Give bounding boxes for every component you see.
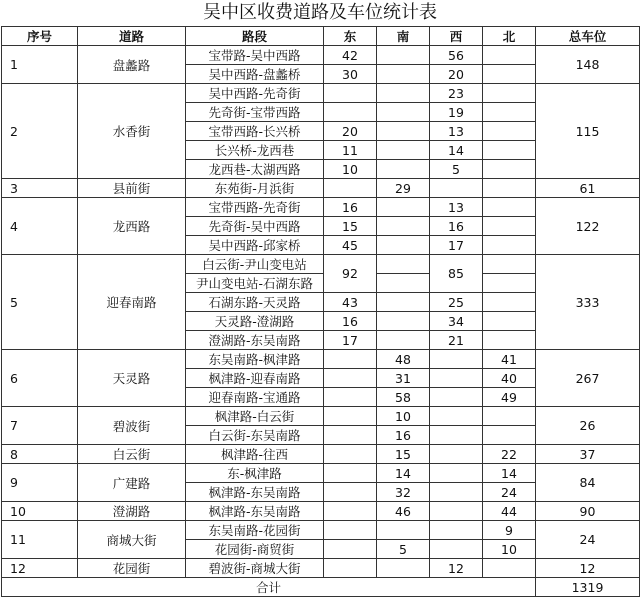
north-count xyxy=(483,312,536,331)
road-name: 商城大街 xyxy=(78,521,186,559)
south-count xyxy=(377,103,430,122)
total-count: 90 xyxy=(536,502,640,521)
row-number: 5 xyxy=(2,255,78,350)
north-count xyxy=(483,122,536,141)
east-count xyxy=(324,426,377,445)
east-count: 10 xyxy=(324,160,377,179)
table-row xyxy=(2,84,640,103)
north-count xyxy=(483,84,536,103)
east-count: 17 xyxy=(324,331,377,350)
road-name: 花园街 xyxy=(78,559,186,578)
segment: 宝带西路-先奇街 xyxy=(186,198,324,217)
south-count xyxy=(377,255,430,274)
header-south: 南 xyxy=(377,27,430,46)
north-count xyxy=(483,274,536,293)
south-count: 10 xyxy=(377,407,430,426)
west-count: 21 xyxy=(430,331,483,350)
segment: 尹山变电站-石湖东路 xyxy=(186,274,324,293)
row-number: 8 xyxy=(2,445,78,464)
south-count: 15 xyxy=(377,445,430,464)
road-name: 白云街 xyxy=(78,445,186,464)
total-count: 26 xyxy=(536,407,640,445)
north-count: 24 xyxy=(483,483,536,502)
north-count: 44 xyxy=(483,502,536,521)
west-count: 19 xyxy=(430,103,483,122)
header-segment: 路段 xyxy=(186,27,324,46)
north-count xyxy=(483,198,536,217)
north-count: 9 xyxy=(483,521,536,540)
south-count: 29 xyxy=(377,179,430,198)
segment: 吴中西路-盘蠡桥 xyxy=(186,65,324,84)
east-count xyxy=(324,483,377,502)
header-total: 总车位 xyxy=(536,27,640,46)
east-count: 92 xyxy=(324,255,377,293)
row-number: 2 xyxy=(2,84,78,179)
west-count: 16 xyxy=(430,217,483,236)
west-count: 85 xyxy=(430,255,483,293)
east-count xyxy=(324,350,377,369)
segment: 东吴南路-花园街 xyxy=(186,521,324,540)
west-count xyxy=(430,521,483,540)
west-count: 13 xyxy=(430,122,483,141)
north-count xyxy=(483,179,536,198)
segment: 枫津路-白云街 xyxy=(186,407,324,426)
row-number: 6 xyxy=(2,350,78,407)
row-number: 10 xyxy=(2,502,78,521)
west-count xyxy=(430,540,483,559)
north-count xyxy=(483,426,536,445)
north-count: 41 xyxy=(483,350,536,369)
east-count: 20 xyxy=(324,122,377,141)
south-count xyxy=(377,65,430,84)
west-count: 20 xyxy=(430,65,483,84)
south-count xyxy=(377,217,430,236)
table-body xyxy=(2,46,640,578)
east-count: 11 xyxy=(324,141,377,160)
north-count xyxy=(483,65,536,84)
east-count xyxy=(324,388,377,407)
east-count: 16 xyxy=(324,198,377,217)
north-count xyxy=(483,160,536,179)
road-name: 澄湖路 xyxy=(78,502,186,521)
table-title: 吴中区收费道路及车位统计表 xyxy=(203,2,437,23)
west-count xyxy=(430,179,483,198)
east-count: 16 xyxy=(324,312,377,331)
segment: 东-枫津路 xyxy=(186,464,324,483)
segment: 先奇街-吴中西路 xyxy=(186,217,324,236)
west-count: 5 xyxy=(430,160,483,179)
east-count: 42 xyxy=(324,46,377,65)
table-row xyxy=(2,502,640,521)
west-count xyxy=(430,502,483,521)
road-name: 盘蠡路 xyxy=(78,46,186,84)
east-count xyxy=(324,407,377,426)
east-count xyxy=(324,84,377,103)
east-count xyxy=(324,521,377,540)
west-count xyxy=(430,407,483,426)
north-count xyxy=(483,293,536,312)
west-count: 12 xyxy=(430,559,483,578)
total-count: 333 xyxy=(536,255,640,350)
north-count xyxy=(483,331,536,350)
table-row xyxy=(2,46,640,65)
north-count xyxy=(483,236,536,255)
south-count: 5 xyxy=(377,540,430,559)
header-row xyxy=(2,27,640,46)
east-count: 43 xyxy=(324,293,377,312)
west-count: 25 xyxy=(430,293,483,312)
segment: 枫津路-往西 xyxy=(186,445,324,464)
south-count xyxy=(377,122,430,141)
east-count xyxy=(324,464,377,483)
segment: 先奇街-宝带西路 xyxy=(186,103,324,122)
west-count xyxy=(430,350,483,369)
row-number: 7 xyxy=(2,407,78,445)
south-count xyxy=(377,46,430,65)
header-east: 东 xyxy=(324,27,377,46)
parking-statistics-table xyxy=(1,26,640,597)
north-count: 10 xyxy=(483,540,536,559)
west-count xyxy=(430,464,483,483)
west-count: 14 xyxy=(430,141,483,160)
table-row xyxy=(2,559,640,578)
north-count xyxy=(483,141,536,160)
segment: 天灵路-澄湖路 xyxy=(186,312,324,331)
south-count xyxy=(377,274,430,293)
row-number: 11 xyxy=(2,521,78,559)
south-count xyxy=(377,236,430,255)
table-row xyxy=(2,350,640,369)
header-no: 序号 xyxy=(2,27,78,46)
north-count xyxy=(483,255,536,274)
north-count: 40 xyxy=(483,369,536,388)
total-count: 24 xyxy=(536,521,640,559)
table-row xyxy=(2,179,640,198)
segment: 东吴南路-枫津路 xyxy=(186,350,324,369)
total-count: 84 xyxy=(536,464,640,502)
south-count xyxy=(377,160,430,179)
west-count xyxy=(430,483,483,502)
south-count xyxy=(377,312,430,331)
west-count: 56 xyxy=(430,46,483,65)
north-count xyxy=(483,559,536,578)
north-count xyxy=(483,46,536,65)
segment: 东苑街-月浜街 xyxy=(186,179,324,198)
north-count: 22 xyxy=(483,445,536,464)
south-count: 48 xyxy=(377,350,430,369)
table-row xyxy=(2,521,640,540)
table-row xyxy=(2,464,640,483)
north-count xyxy=(483,103,536,122)
total-count: 122 xyxy=(536,198,640,255)
segment: 枫津路-东吴南路 xyxy=(186,483,324,502)
total-count: 115 xyxy=(536,84,640,179)
total-count: 148 xyxy=(536,46,640,84)
total-count: 267 xyxy=(536,350,640,407)
south-count: 46 xyxy=(377,502,430,521)
south-count xyxy=(377,521,430,540)
road-name: 龙西路 xyxy=(78,198,186,255)
road-name: 广建路 xyxy=(78,464,186,502)
road-name: 县前街 xyxy=(78,179,186,198)
road-name: 天灵路 xyxy=(78,350,186,407)
east-count xyxy=(324,179,377,198)
segment: 白云街-尹山变电站 xyxy=(186,255,324,274)
south-count xyxy=(377,141,430,160)
east-count: 45 xyxy=(324,236,377,255)
east-count xyxy=(324,369,377,388)
header-road: 道路 xyxy=(78,27,186,46)
road-name: 水香街 xyxy=(78,84,186,179)
south-count: 31 xyxy=(377,369,430,388)
road-name: 碧波街 xyxy=(78,407,186,445)
north-count xyxy=(483,407,536,426)
segment: 迎春南路-宝通路 xyxy=(186,388,324,407)
segment: 长兴桥-龙西巷 xyxy=(186,141,324,160)
north-count: 14 xyxy=(483,464,536,483)
table-row xyxy=(2,198,640,217)
west-count xyxy=(430,426,483,445)
segment: 枫津路-迎春南路 xyxy=(186,369,324,388)
south-count: 16 xyxy=(377,426,430,445)
segment: 澄湖路-东吴南路 xyxy=(186,331,324,350)
segment: 枫津路-东吴南路 xyxy=(186,502,324,521)
south-count: 58 xyxy=(377,388,430,407)
south-count xyxy=(377,84,430,103)
segment: 吴中西路-先奇街 xyxy=(186,84,324,103)
row-number: 4 xyxy=(2,198,78,255)
segment: 宝带西路-长兴桥 xyxy=(186,122,324,141)
segment: 碧波街-商城大街 xyxy=(186,559,324,578)
segment: 石湖东路-天灵路 xyxy=(186,293,324,312)
road-name: 迎春南路 xyxy=(78,255,186,350)
total-count: 61 xyxy=(536,179,640,198)
segment: 白云街-东吴南路 xyxy=(186,426,324,445)
row-number: 12 xyxy=(2,559,78,578)
west-count: 13 xyxy=(430,198,483,217)
west-count xyxy=(430,388,483,407)
footer-row xyxy=(2,578,640,597)
footer-label: 合计 xyxy=(2,578,536,597)
west-count xyxy=(430,369,483,388)
south-count: 14 xyxy=(377,464,430,483)
north-count xyxy=(483,217,536,236)
total-count: 12 xyxy=(536,559,640,578)
east-count xyxy=(324,559,377,578)
west-count xyxy=(430,445,483,464)
south-count xyxy=(377,559,430,578)
north-count: 49 xyxy=(483,388,536,407)
west-count: 17 xyxy=(430,236,483,255)
east-count: 30 xyxy=(324,65,377,84)
row-number: 3 xyxy=(2,179,78,198)
east-count xyxy=(324,103,377,122)
row-number: 1 xyxy=(2,46,78,84)
south-count xyxy=(377,293,430,312)
west-count: 34 xyxy=(430,312,483,331)
total-count: 37 xyxy=(536,445,640,464)
header-west: 西 xyxy=(430,27,483,46)
east-count: 15 xyxy=(324,217,377,236)
segment: 吴中西路-邱家桥 xyxy=(186,236,324,255)
row-number: 9 xyxy=(2,464,78,502)
segment: 龙西巷-太湖西路 xyxy=(186,160,324,179)
south-count xyxy=(377,331,430,350)
header-north: 北 xyxy=(483,27,536,46)
table-row xyxy=(2,445,640,464)
east-count xyxy=(324,540,377,559)
table-row xyxy=(2,255,640,274)
east-count xyxy=(324,445,377,464)
west-count: 23 xyxy=(430,84,483,103)
segment: 宝带路-吴中西路 xyxy=(186,46,324,65)
south-count xyxy=(377,198,430,217)
south-count: 32 xyxy=(377,483,430,502)
table-row xyxy=(2,407,640,426)
east-count xyxy=(324,502,377,521)
segment: 花园街-商贸街 xyxy=(186,540,324,559)
footer-total: 1319 xyxy=(536,578,640,597)
